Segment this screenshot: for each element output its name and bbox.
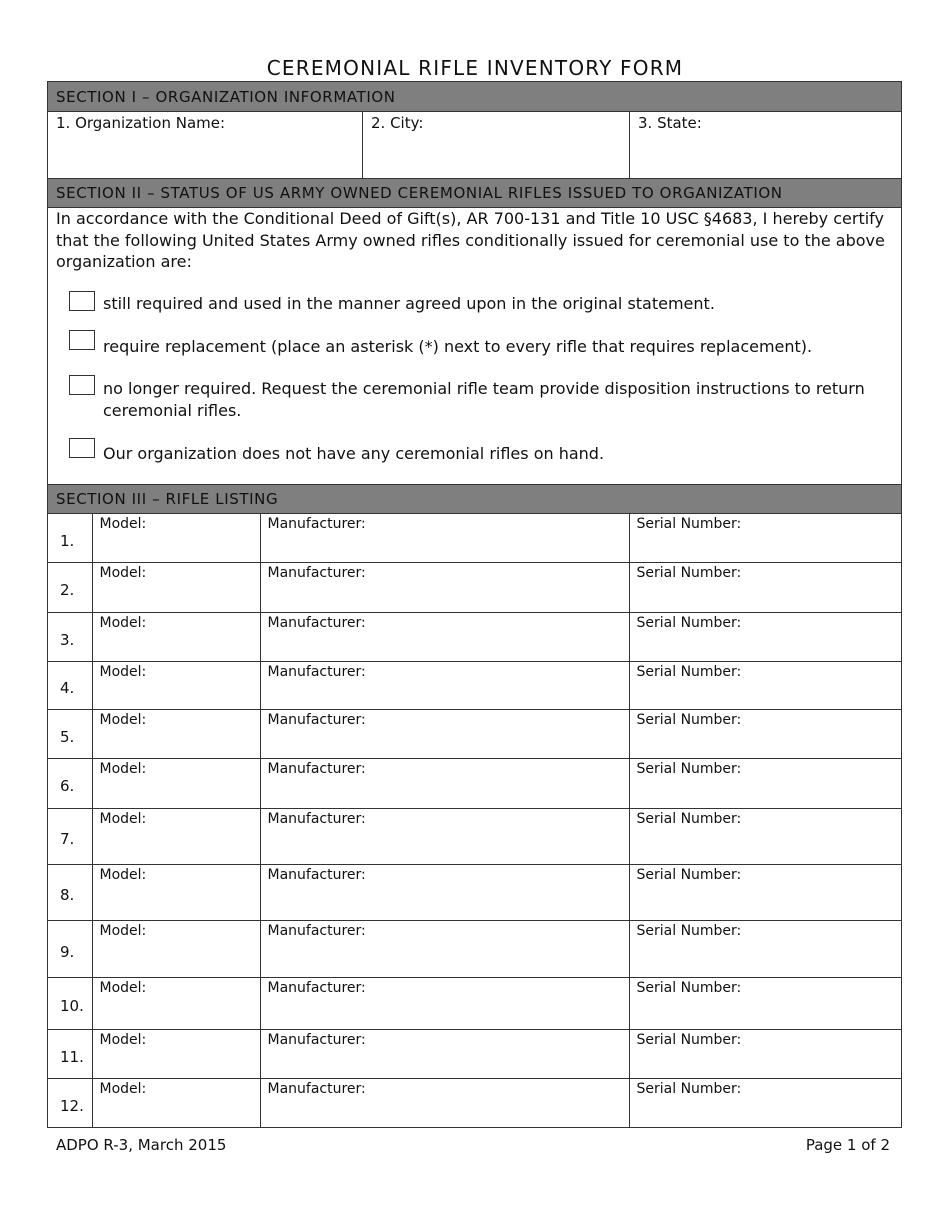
checkbox-no-rifles-on-hand[interactable] <box>69 438 95 458</box>
serial-number-field[interactable] <box>629 562 901 612</box>
organization-name-label: 1. Organization Name: <box>56 114 226 132</box>
rifle-listing-table <box>48 514 901 1127</box>
serial-number-field[interactable] <box>629 612 901 661</box>
serial-number-field[interactable] <box>629 808 901 864</box>
manufacturer-field-label: Manufacturer: <box>267 711 366 728</box>
rifle-row <box>48 977 901 1029</box>
section-1-header: SECTION I – ORGANIZATION INFORMATION <box>48 82 901 112</box>
rifle-row-number <box>48 661 92 709</box>
rifle-row-number <box>48 758 92 808</box>
model-field-label: Model: <box>99 614 147 631</box>
rifle-row-number <box>48 1029 92 1078</box>
serial-number-field-label: Serial Number: <box>636 516 742 532</box>
rifle-row <box>48 758 901 808</box>
form-identifier: ADPO R-3, March 2015 <box>56 1136 227 1154</box>
model-field-label: Model: <box>99 1080 147 1097</box>
serial-number-field[interactable] <box>629 864 901 920</box>
manufacturer-field[interactable] <box>260 709 629 758</box>
serial-number-field[interactable] <box>629 1078 901 1127</box>
rifle-row <box>48 562 901 612</box>
model-field-label: Model: <box>99 564 147 581</box>
manufacturer-field[interactable] <box>260 920 629 977</box>
rifle-row-number <box>48 1078 92 1127</box>
option-label: still required and used in the manner agreed upon in the original statement. <box>103 293 715 313</box>
model-field-label: Model: <box>99 922 147 939</box>
model-field-label: Model: <box>99 711 147 728</box>
rifle-row-number-label: 6. <box>60 777 75 795</box>
rifle-row-number-label: 9. <box>60 942 75 961</box>
city-field[interactable] <box>362 112 629 178</box>
rifle-row <box>48 808 901 864</box>
manufacturer-field-label: Manufacturer: <box>267 866 366 883</box>
serial-number-field-label: Serial Number: <box>636 1080 742 1097</box>
manufacturer-field[interactable] <box>260 864 629 920</box>
form-title: CEREMONIAL RIFLE INVENTORY FORM <box>266 56 684 80</box>
organization-info-row <box>48 112 901 179</box>
serial-number-field-label: Serial Number: <box>636 866 742 883</box>
serial-number-field-label: Serial Number: <box>636 979 742 996</box>
serial-number-field-label: Serial Number: <box>636 1031 742 1048</box>
rifle-row <box>48 709 901 758</box>
checkbox-still-required[interactable] <box>69 291 95 311</box>
serial-number-field-label: Serial Number: <box>636 810 742 827</box>
rifle-row-number-label: 7. <box>60 830 75 848</box>
rifle-row-number-label: 2. <box>60 581 75 599</box>
manufacturer-field[interactable] <box>260 1078 629 1127</box>
city-label: 2. City: <box>371 114 424 132</box>
model-field-label: Model: <box>99 516 147 532</box>
manufacturer-field[interactable] <box>260 808 629 864</box>
manufacturer-field-label: Manufacturer: <box>267 1031 366 1048</box>
model-field[interactable] <box>92 709 260 758</box>
rifle-row-number <box>48 864 92 920</box>
rifle-row <box>48 1029 901 1078</box>
rifle-row-number-label: 10. <box>60 997 84 1015</box>
serial-number-field-label: Serial Number: <box>636 760 742 777</box>
serial-number-field[interactable] <box>629 661 901 709</box>
model-field-label: Model: <box>99 760 147 777</box>
page-number: Page 1 of 2 <box>805 1136 890 1154</box>
manufacturer-field[interactable] <box>260 514 629 562</box>
rifle-row <box>48 661 901 709</box>
section-2-header: SECTION II – STATUS OF US ARMY OWNED CEREMONIAL RIFLES ISSUED TO ORGANIZATION <box>48 179 901 208</box>
serial-number-field[interactable] <box>629 1029 901 1078</box>
rifle-row-number <box>48 709 92 758</box>
section-3-header: SECTION III – RIFLE LISTING <box>48 485 901 514</box>
organization-name-field[interactable] <box>48 112 362 178</box>
model-field-label: Model: <box>99 979 147 996</box>
rifle-row-number-label: 11. <box>60 1047 84 1066</box>
manufacturer-field[interactable] <box>260 1029 629 1078</box>
serial-number-field-label: Serial Number: <box>636 663 742 680</box>
model-field[interactable] <box>92 661 260 709</box>
rifle-row <box>48 920 901 977</box>
model-field[interactable] <box>92 808 260 864</box>
rifle-row-number-label: 8. <box>60 886 75 904</box>
model-field-label: Model: <box>99 866 147 883</box>
manufacturer-field-label: Manufacturer: <box>267 810 366 827</box>
certification-text: In accordance with the Conditional Deed of Gift(s), AR 700-131 and Title 10 USC §4683, I hereby certify that the following United States Army owned rifles conditionally issued for ceremonial use to the above organization are: <box>56 209 885 271</box>
manufacturer-field-label: Manufacturer: <box>267 663 366 680</box>
model-field[interactable] <box>92 562 260 612</box>
certification-block <box>48 208 901 485</box>
serial-number-field[interactable] <box>629 758 901 808</box>
manufacturer-field[interactable] <box>260 562 629 612</box>
model-field[interactable] <box>92 612 260 661</box>
model-field[interactable] <box>92 864 260 920</box>
model-field[interactable] <box>92 1078 260 1127</box>
model-field[interactable] <box>92 514 260 562</box>
manufacturer-field-label: Manufacturer: <box>267 516 366 532</box>
model-field-label: Model: <box>99 1031 147 1048</box>
rifle-row-number <box>48 808 92 864</box>
option-label: no longer required. Request the ceremonial rifle team provide disposition instructions to return ceremonial rifles. <box>103 378 865 420</box>
serial-number-field-label: Serial Number: <box>636 614 742 631</box>
serial-number-field[interactable] <box>629 709 901 758</box>
state-field[interactable] <box>629 112 901 178</box>
rifle-row-number-label: 3. <box>60 630 75 649</box>
serial-number-field[interactable] <box>629 920 901 977</box>
rifle-row <box>48 612 901 661</box>
manufacturer-field[interactable] <box>260 977 629 1029</box>
manufacturer-field[interactable] <box>260 661 629 709</box>
rifle-row-number <box>48 920 92 977</box>
serial-number-field[interactable] <box>629 514 901 562</box>
manufacturer-field[interactable] <box>260 612 629 661</box>
model-field[interactable] <box>92 920 260 977</box>
serial-number-field-label: Serial Number: <box>636 922 742 939</box>
rifle-row <box>48 864 901 920</box>
rifle-row-number-label: 12. <box>60 1096 84 1115</box>
manufacturer-field-label: Manufacturer: <box>267 614 366 631</box>
checkbox-no-longer-required[interactable] <box>69 375 95 395</box>
rifle-row-number <box>48 977 92 1029</box>
form-frame <box>47 81 902 1128</box>
checkbox-require-replacement[interactable] <box>69 330 95 350</box>
serial-number-field[interactable] <box>629 977 901 1029</box>
manufacturer-field-label: Manufacturer: <box>267 760 366 777</box>
rifle-row <box>48 1078 901 1127</box>
rifle-row-number <box>48 514 92 562</box>
model-field[interactable] <box>92 1029 260 1078</box>
model-field-label: Model: <box>99 810 147 827</box>
serial-number-field-label: Serial Number: <box>636 711 742 728</box>
manufacturer-field-label: Manufacturer: <box>267 922 366 939</box>
manufacturer-field-label: Manufacturer: <box>267 979 366 996</box>
option-label: require replacement (place an asterisk (*) next to every rifle that requires replacement). <box>103 336 813 356</box>
serial-number-field-label: Serial Number: <box>636 564 742 581</box>
rifle-row-number-label: 4. <box>60 679 75 697</box>
model-field[interactable] <box>92 758 260 808</box>
state-label: 3. State: <box>638 114 702 132</box>
rifle-row <box>48 514 901 562</box>
model-field-label: Model: <box>99 663 147 680</box>
rifle-row-number-label: 1. <box>60 531 75 550</box>
rifle-row-number <box>48 562 92 612</box>
manufacturer-field-label: Manufacturer: <box>267 564 366 581</box>
model-field[interactable] <box>92 977 260 1029</box>
manufacturer-field-label: Manufacturer: <box>267 1080 366 1097</box>
manufacturer-field[interactable] <box>260 758 629 808</box>
option-label: Our organization does not have any ceremonial rifles on hand. <box>103 443 605 463</box>
rifle-row-number-label: 5. <box>60 727 75 746</box>
rifle-row-number <box>48 612 92 661</box>
